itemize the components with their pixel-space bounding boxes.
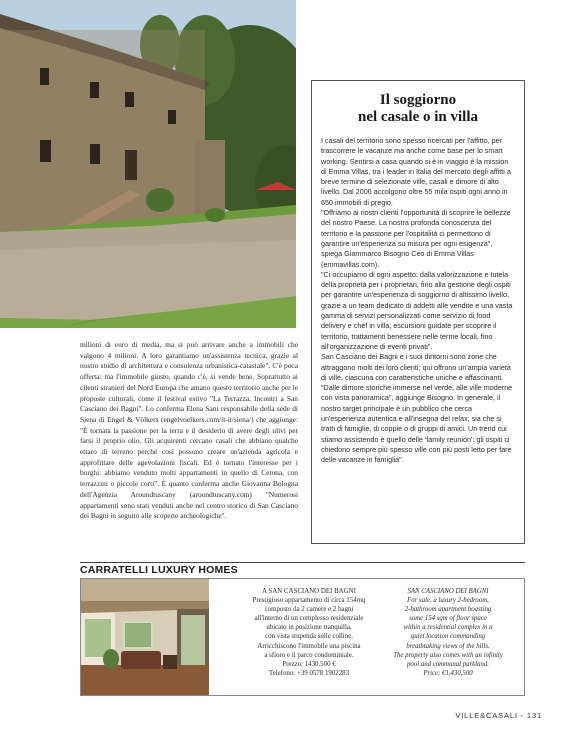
- apartment-photo: [81, 579, 209, 695]
- property-listing: [80, 578, 525, 696]
- sidebar-body: [321, 136, 515, 466]
- farmhouse-photo: [0, 0, 296, 328]
- article-paragraph: milioni di euro di media, ma si può arrivare anche a immobili che valgono 4 milioni. A loro garantiamo un'assistenza tecnica, grazie al nostro studio di architettura e consulenza urbanistica-catastale". C'è poca offerta: ma l'immobile giusto, quando c'è, si vende bene. Soprattutto ai clienti stranieri del Nord Europa che amano questo territorio anche per le proposte culturali, come il festival estivo "La Terrazza. Incontri a San Casciano dei Bagni". Lo conferma Elena Sani responsabile della sede di Siena di Engel & Völkers (engelvoelkers.com/it-it/siena/) che aggiunge: "È tornata la passione per la terra e il desiderio di avere degli ulivi per farsi il proprio olio. Gli acquirenti cercano casali che abbiano qualche ettaro di terreno perché così possono creare un'azienda agricola e approfittare delle agevolazioni fiscali. Ed è tornato l'interesse per i borghi: abbiamo venduto molti appartamenti in quello di Cetona, con terrazzini o piccole corti". È quanto conferma anche Giovanna Bologna dell'Agenzia Aroundtuscany (aroundtuscany.com) "Numerosi appartamenti sono stati venduti anche nel centro storico di San Casciano dei Bagni in seguito alle scoperte archeologiche".: [80, 340, 298, 521]
- listing-italian: [249, 587, 369, 678]
- sidebar-paragraph: "Ci occupiamo di ogni aspetto: dalla valorizzazione e tutela della proprietà per i proprietari, fino alla gestione degli ospiti per garantire un'esperienza di soggiorno di altissimo livello, grazie a un team dedicato di addetti alle vendite e una vasta gamma di servizi personalizzati come servizio di food delivery e chef in villa, escursioni guidate per scoprire il territorio, trattamenti benessere nelle terme locali, fino all'organizzazione di eventi privati".: [321, 269, 513, 351]
- listing-english-line: some 154 sqm of floor space: [409, 615, 487, 623]
- listing-english-line: For sale, a luxury 2-bedroom,: [407, 597, 489, 605]
- listing-italian-line: A SAN CASCIANO DEI BAGNI: [262, 588, 356, 595]
- section-heading: CARRATELLI LUXURY HOMES: [80, 564, 238, 576]
- listing-italian-line: Arricchiscono l'immobile una piscina: [257, 642, 361, 650]
- apartment-illustration: [81, 579, 209, 695]
- listing-italian-line: composto da 2 camere e 2 bagni: [264, 606, 354, 614]
- sidebar-title: [321, 92, 515, 126]
- listing-price-it: Prezzo: 1430.500 €: [282, 660, 336, 668]
- listing-english-line: breathtaking views of the hills.: [406, 642, 490, 650]
- sidebar-paragraph: I casali del territorio sono spesso ricercati per l'affitto, per trascorrere le vacanze ma anche come base per lo smart working. Sentirsi a casa quando si è in viaggio è la mission di Emma Villas, tra i leader in Italia del mercato degli affitti a breve termine di selezionate ville, casali e dimore di alto livello. Dal 2006 accolgono oltre 55 mila ospiti ogni anno in 650 immobili di pregio.: [321, 136, 511, 207]
- page-folio: VILLE&CASALI - 131: [455, 711, 542, 720]
- sidebar-box: [311, 80, 525, 544]
- article-left-column: [80, 340, 298, 522]
- listing-italian-line: all'interno di un complesso residenziale: [254, 615, 364, 623]
- listing-phone: Telefono: +39 0578 1902283: [268, 669, 350, 677]
- listing-italian-line: a sfioro e il parco condominiale.: [264, 651, 354, 659]
- listing-italian-line: ubicato in posizione tranquilla,: [266, 624, 352, 632]
- sidebar-paragraph: "Offriamo ai nostri clienti l'opportunità di scoprire le bellezze del nostro Paese. La nostra profonda conoscenza del territorio e la passione per l'ospitalità ci permettono di garantire un'esperienza su misura per ogni esigenza", spiega Giammarco Bisogno Ceo di Emma Villas (emmavillas.com).: [321, 208, 511, 269]
- listing-english-line: pool and communal parkland.: [407, 660, 489, 668]
- listing-english-line: within a residential complex in a: [403, 624, 493, 632]
- sidebar-paragraph: "Dalle dimore storiche immerse nel verde, alle ville moderne con vista panoramica", aggiunge Bisogno. In generale, il nostro target principale è un pubblico che cerca un'esperienza autentica e all'insegna del relax; sia che si tratti di famiglie, di coppie o di gruppi di amici. Un trend cui stiamo assistendo è quello delle 'family reunion': gli ospiti ci chiedono sempre più spesso ville con più posti letto per fare delle vacanze in famiglia".: [321, 383, 513, 465]
- listing-english-line: SAN CASCIANO DEI BAGNI: [407, 588, 489, 595]
- sidebar-title-line-2: nel casale o in villa: [358, 109, 478, 125]
- listing-english-line: The property also comes with an infinity: [393, 651, 503, 659]
- sidebar-paragraph: San Casciano dei Bagni e i suoi dintorni sono zone che attraggono molti dei loro clienti; qui offrono un'ampia varietà di ville, ciascuna con caratteristiche uniche e affascinanti.: [321, 352, 511, 382]
- listing-italian-line: Prestigioso appartamento di circa 154mq: [252, 597, 366, 605]
- listing-english-line: quiet location commanding: [410, 633, 486, 641]
- farmhouse-illustration: [0, 0, 296, 328]
- sidebar-title-line-1: Il soggiorno: [379, 92, 457, 108]
- listing-price-en: Price: €1,430,500: [423, 669, 473, 677]
- section-rule: [80, 562, 525, 563]
- listing-english-line: 2-bathroom apartment boasting: [404, 606, 492, 614]
- listing-italian-line: con vista stupenda sulle colline.: [265, 633, 353, 641]
- listing-english: [381, 587, 515, 678]
